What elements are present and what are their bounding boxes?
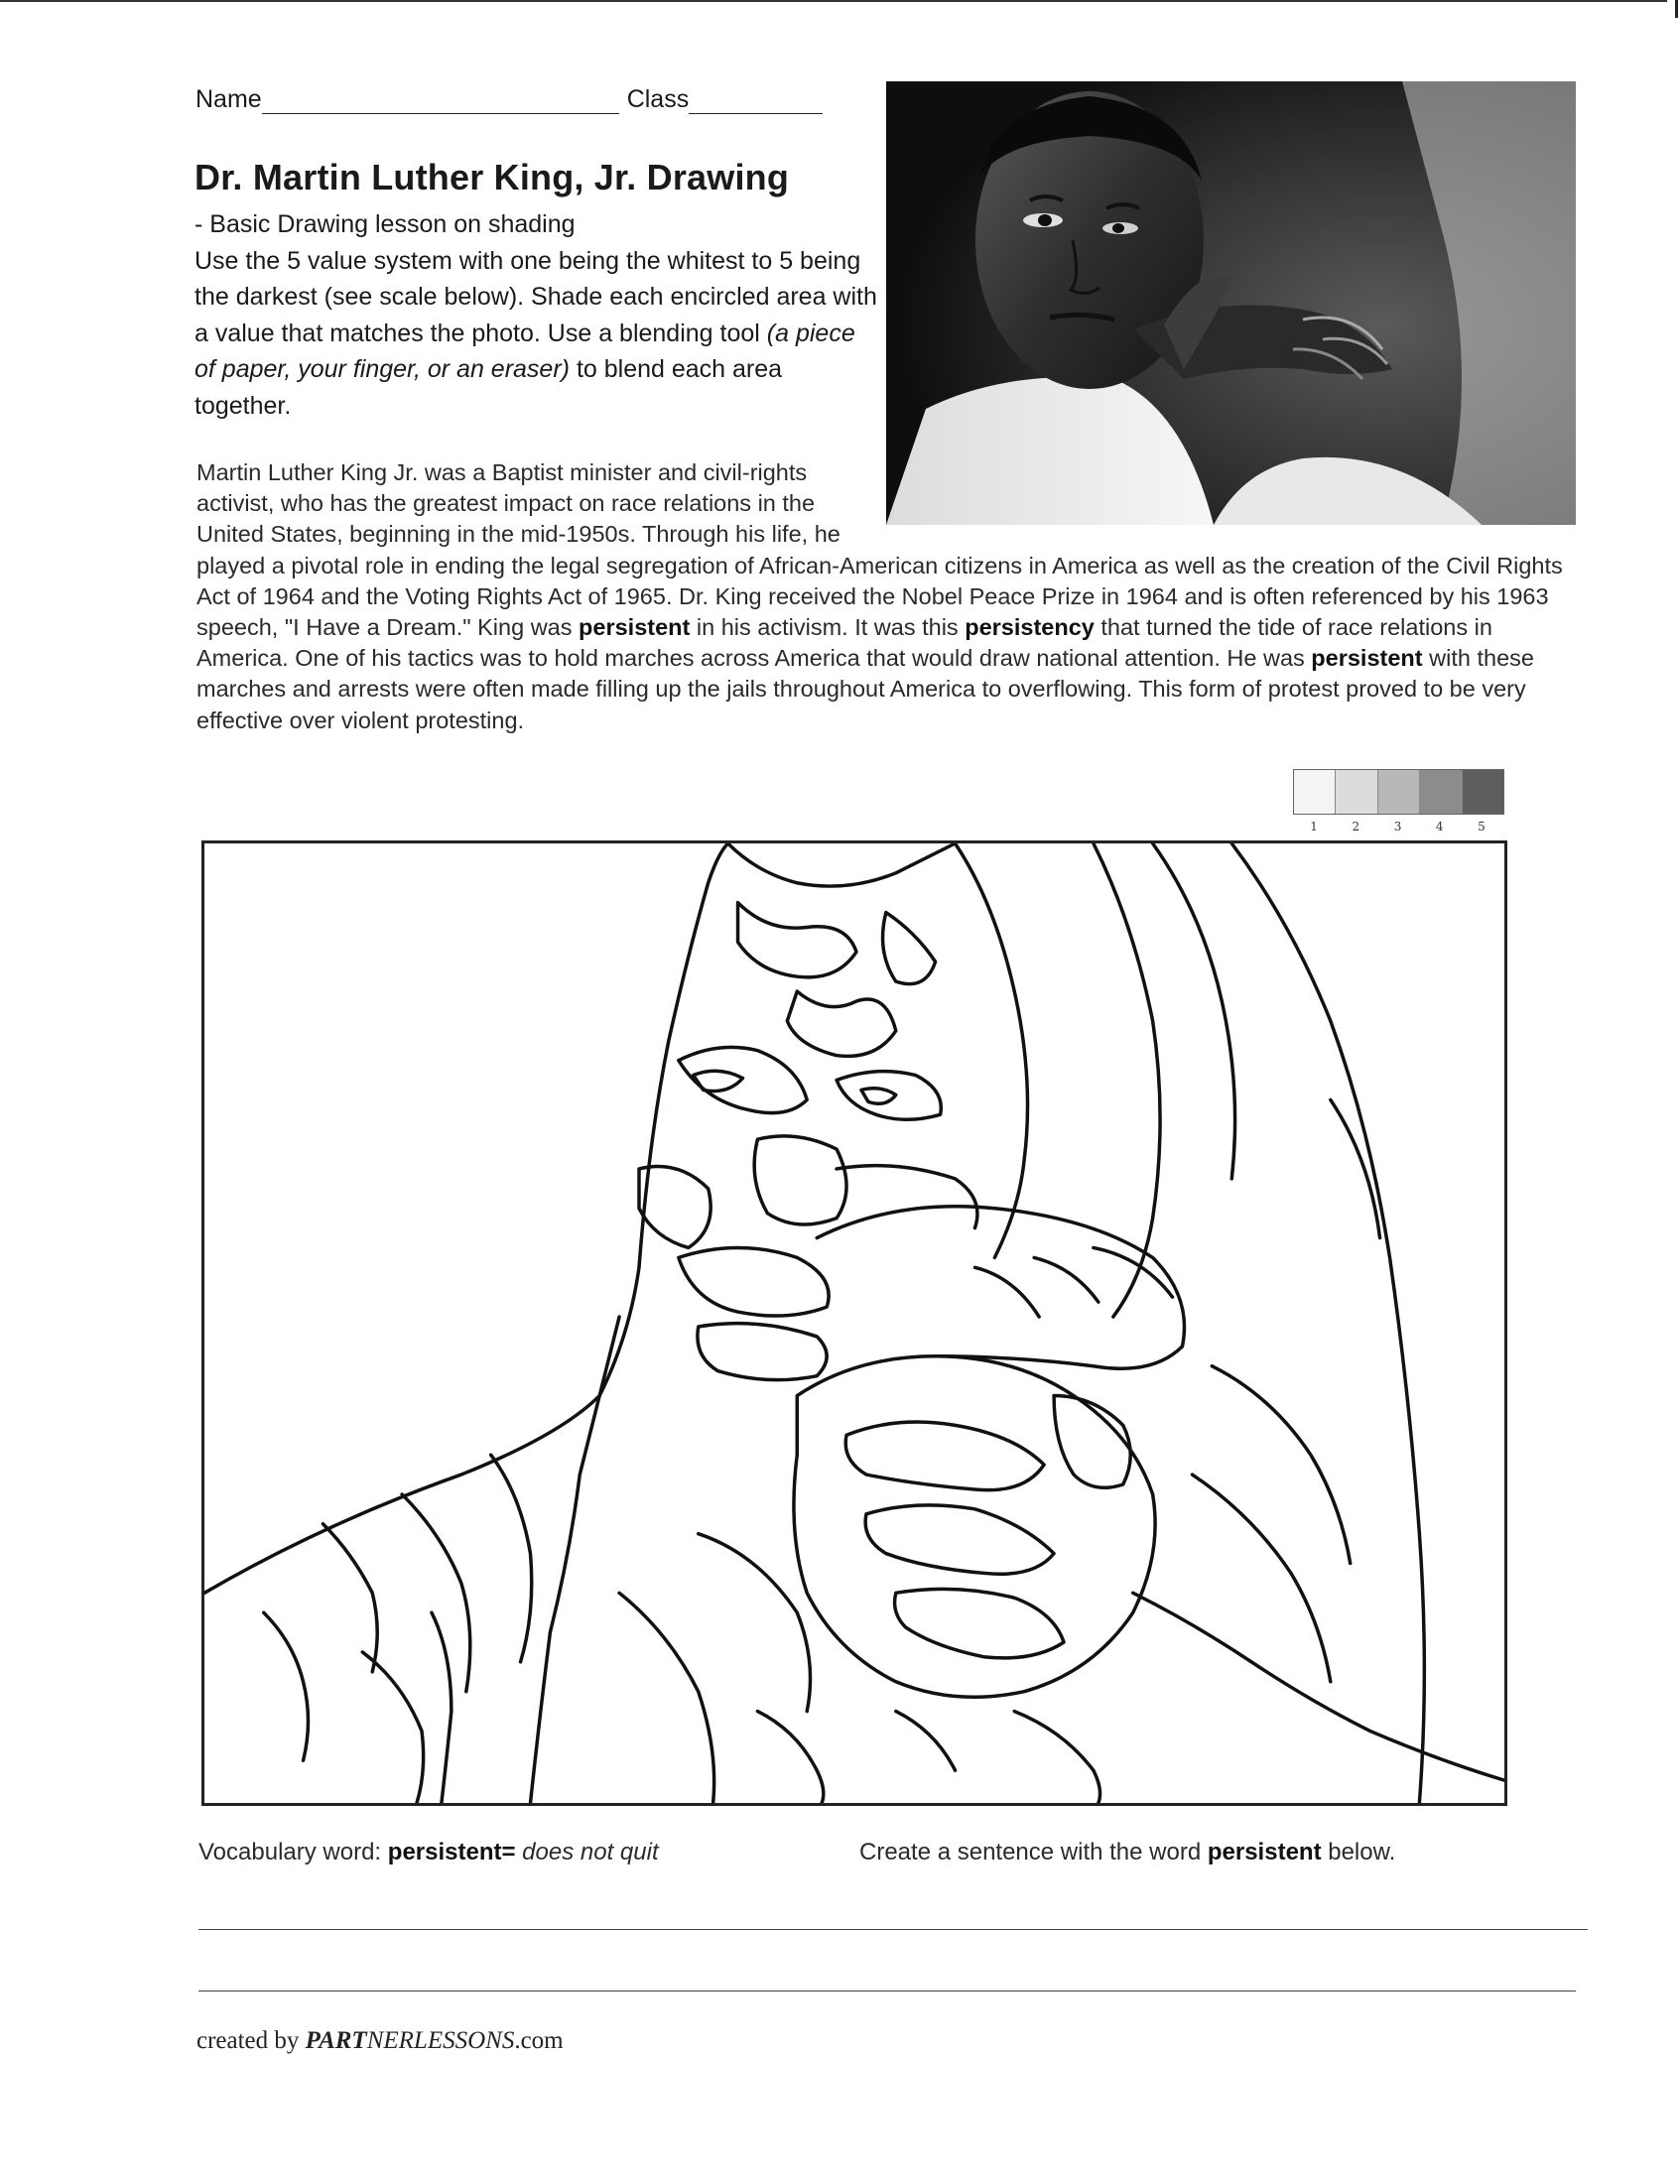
name-blank-line[interactable]	[262, 87, 619, 114]
class-blank-line[interactable]	[689, 87, 823, 114]
bio-bold-persistent-1: persistent	[579, 614, 691, 641]
sentence-word: persistent	[1207, 1839, 1322, 1865]
value-label-1: 1	[1310, 820, 1318, 834]
sentence-lead: Create a sentence with the word	[859, 1839, 1208, 1865]
vocab-definition: does not quit	[515, 1839, 659, 1865]
instructions-italic: (a piece of paper, your finger, or an eraser)	[194, 319, 855, 383]
name-class-row	[195, 85, 823, 114]
instructions-subtitle: - Basic Drawing lesson on shading	[194, 210, 576, 238]
answer-line-1[interactable]	[198, 1929, 1588, 1930]
value-swatch-4	[1420, 770, 1462, 814]
vocabulary-line	[198, 1839, 659, 1866]
value-scale-labels	[1293, 820, 1502, 834]
top-corner-mark	[1675, 0, 1678, 18]
credit-brand-b: NERLESSONS	[366, 2027, 515, 2054]
instructions-tail: to blend each area together.	[194, 355, 783, 420]
value-label-3: 3	[1393, 820, 1402, 834]
value-swatch-1	[1294, 770, 1336, 814]
class-label: Class	[626, 85, 690, 113]
bio-text-2: in his activism. It was this	[690, 614, 966, 641]
bio-text-1: Martin Luther King Jr. was a Baptist minister and civil-rights activist, who has the greatest impact on race relations in the United States, beginning in the mid-1950s. Through his life, he played a pivotal role in ending the legal segregation of African-American citizens in America as well as the creation of the Civil Rights Act of 1964 and the Voting Rights Act of 1965. Dr. King received the Nobel Peace Prize in 1964 and is often referenced by his 1963 speech, "I Have a Dream." King was	[196, 459, 1563, 641]
credit-suffix: .com	[514, 2027, 564, 2054]
value-scale-swatches	[1293, 769, 1504, 815]
sentence-prompt	[859, 1839, 1395, 1866]
credit-brand	[306, 2027, 515, 2054]
credit-footer	[196, 2027, 564, 2055]
contour-line-art	[204, 843, 1504, 1803]
top-border-line	[0, 0, 1667, 2]
sentence-tail: below.	[1321, 1839, 1396, 1865]
value-swatch-5	[1463, 770, 1503, 814]
biography-paragraph	[196, 457, 1586, 736]
instructions-body	[194, 243, 879, 425]
value-swatch-2	[1336, 770, 1377, 814]
instructions	[194, 206, 879, 424]
credit-brand-a: PART	[305, 2027, 367, 2054]
value-scale	[1293, 769, 1504, 834]
value-label-5: 5	[1478, 820, 1486, 834]
vocab-lead: Vocabulary word:	[198, 1839, 388, 1865]
bio-text-4: with these marches and arrests were often made filling up the jails throughout America to overflowing. This form of protest proved to be very effective over violent protesting.	[196, 645, 1534, 733]
photo-wrap-spacer	[871, 457, 1586, 543]
bio-bold-persistent-2: persistent	[1311, 645, 1423, 672]
name-label: Name	[195, 85, 262, 113]
credit-lead: created by	[196, 2027, 306, 2054]
shading-outline-drawing[interactable]	[201, 840, 1507, 1806]
value-swatch-3	[1378, 770, 1420, 814]
value-label-2: 2	[1352, 820, 1360, 834]
page-title: Dr. Martin Luther King, Jr. Drawing	[194, 157, 790, 197]
instructions-lead: Use the 5 value system with one being the whitest to 5 being the darkest (see scale below). Shade each encircled area with a value that matches the photo. Use a blending tool	[194, 246, 877, 347]
vocab-word: persistent=	[387, 1839, 516, 1865]
value-label-4: 4	[1435, 820, 1444, 834]
bio-bold-persistency: persistency	[965, 614, 1095, 641]
bio-text-3: that turned the tide of race relations in America. One of his tactics was to hold marches across America that would draw national attention. He was	[196, 614, 1492, 672]
